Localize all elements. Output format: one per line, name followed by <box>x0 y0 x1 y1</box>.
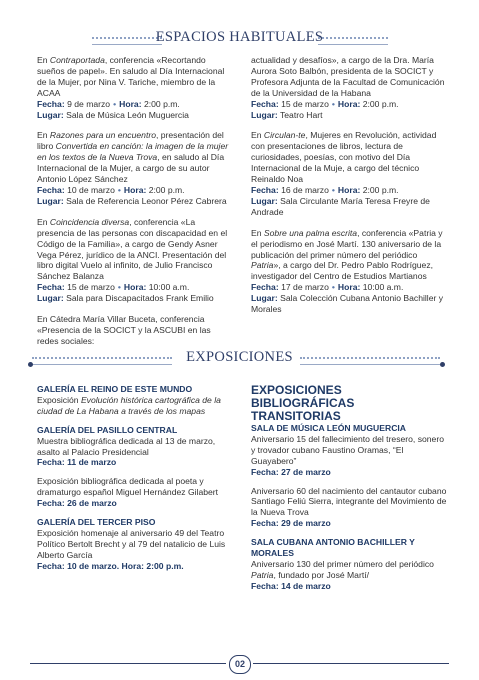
exhibition-block <box>37 517 233 572</box>
exhibition-description: Exposición homenaje al aniversario 49 del Teatro Político Bertolt Brecht y al 79 del natalicio de Luis Alberto García <box>37 527 226 560</box>
header-rule-right <box>300 364 440 365</box>
hora-label: Hora: <box>337 98 361 109</box>
fecha-line: Fecha: 10 de marzo • Hora: 2:00 p.m. <box>37 184 185 195</box>
exhibition-block <box>251 423 447 478</box>
hora-label: Hora: <box>119 98 142 109</box>
header-dot-right <box>440 362 445 367</box>
exhibition-block <box>37 425 233 469</box>
page-number: 02 <box>229 655 251 674</box>
bullet-separator: • <box>117 282 121 293</box>
lugar-label: Lugar: <box>37 293 64 304</box>
gallery-heading: SALA CUBANA ANTONIO BACHILLER Y MORALES <box>251 537 415 559</box>
fecha-label: Fecha: <box>37 98 65 109</box>
fecha-line: Fecha: 17 de marzo • Hora: 10:00 a.m. <box>251 282 404 293</box>
fecha-line: Fecha: 11 de marzo <box>37 457 117 468</box>
gallery-heading: GALERÍA DEL PASILLO CENTRAL <box>37 424 178 435</box>
header-rule-left <box>92 44 162 45</box>
exhibition-description: Aniversario 15 del fallecimiento del tresero, sonero y trovador cubano Faustino Oramas, “El Guayabero” <box>251 433 444 466</box>
bullet-separator: • <box>113 98 117 109</box>
fecha-label: Fecha: <box>37 498 65 509</box>
header-dot-left <box>28 362 33 367</box>
fecha-line: Fecha: 14 de marzo <box>251 580 331 591</box>
espacios-header <box>0 26 479 52</box>
event-description: En Razones para un encuentro, presentación del libro Convertida en canción: la imagen de la mujer en los textos de la Nueva Trova, en saludo al Día Internacional de la Mujer, a cargo de su autor Antonio López Sánchez <box>37 130 229 185</box>
espacios-left-column <box>37 55 233 357</box>
event-description: En Cátedra María Villar Buceta, conferencia «Presencia de la SOCICT y la ASCUBI en las redes sociales: <box>37 314 211 346</box>
fecha-line: Fecha: 26 de marzo <box>37 498 117 509</box>
fecha-label: Fecha: <box>251 282 279 293</box>
header-dotted-line-left <box>32 357 172 359</box>
event-description: En Circulan-te, Mujeres en Revolución, actividad con presentaciones de libros, lectura de curiosidades, poesías, con motivo del Día Internacional de la Muje, a cargo del técnico Reinaldo Noa <box>251 130 437 185</box>
exposiciones-header <box>0 346 479 372</box>
bullet-separator: • <box>117 184 121 195</box>
gallery-heading: GALERÍA EL REINO DE ESTE MUNDO <box>37 384 193 394</box>
fecha-label: Fecha: <box>251 98 279 109</box>
event-block <box>251 228 447 315</box>
lugar-label: Lugar: <box>251 195 278 206</box>
event-block <box>251 130 447 217</box>
fecha-label: Fecha: <box>37 184 65 195</box>
header-dotted-line-right <box>300 357 440 359</box>
exhibition-block <box>37 384 233 417</box>
bullet-separator: • <box>331 98 335 109</box>
fecha-line: Fecha: 29 de marzo <box>251 518 331 529</box>
footer-rule-left <box>30 663 226 664</box>
fecha-label: Fecha: <box>251 518 279 529</box>
footer-rule-right <box>253 663 449 664</box>
exhibition-description: Muestra bibliográfica dedicada al 13 de marzo, asalto al Palacio Presidencial <box>37 435 216 457</box>
fecha-line: Fecha: 15 de marzo • Hora: 2:00 p.m. <box>251 98 399 109</box>
fecha-label: Fecha: <box>251 580 279 591</box>
header-dotted-line-left <box>92 37 162 39</box>
lugar-line: Lugar: Sala para Discapacitados Frank Emilio <box>37 293 214 304</box>
hora-label: Hora: <box>337 282 361 293</box>
fecha-line: Fecha: 9 de marzo • Hora: 2:00 p.m. <box>37 98 180 109</box>
event-block <box>37 217 233 304</box>
lugar-label: Lugar: <box>37 195 64 206</box>
bullet-separator: • <box>331 282 335 293</box>
exhibition-description: Aniversario 60 del nacimiento del cantautor cubano Santiago Feliú Sierra, integrante del Movimiento de la Nueva Trova <box>251 485 447 518</box>
header-rule-right <box>318 44 388 45</box>
espacios-right-column <box>251 55 447 325</box>
exhibition-description: Exposición Evolución histórica cartográfica de la ciudad de La Habana a través de los mapas <box>37 394 221 416</box>
lugar-line: Lugar: Sala Circulante María Teresa Freyre de Andrade <box>251 195 430 217</box>
fecha-line: Fecha: 16 de marzo • Hora: 2:00 p.m. <box>251 184 399 195</box>
event-block <box>251 55 447 120</box>
event-block <box>37 55 233 120</box>
fecha-label: Fecha: <box>37 457 65 468</box>
exhibition-block <box>37 476 233 509</box>
fecha-line: Fecha: 10 de marzo. Hora: 2:00 p.m. <box>37 560 184 571</box>
event-description: actualidad y desafíos», a cargo de la Dra. María Aurora Soto Balbón, presidenta de la SOCICT y Profesora Adjunta de la Facultad de Comunicación de la Universidad de la Habana <box>251 55 445 98</box>
exposiciones-right-column <box>251 384 447 600</box>
exhibition-description: Aniversario 130 del primer número del periódico Patria, fundado por José Martí/ <box>251 558 434 580</box>
exposiciones-left-column <box>37 384 233 580</box>
event-block <box>37 130 233 206</box>
hora-label: Hora: <box>123 282 147 293</box>
hora-label: Hora: <box>123 184 147 195</box>
hora-label: Hora: <box>337 184 361 195</box>
exhibition-description: Exposición bibliográfica dedicada al poeta y dramaturgo español Miguel Hernández Gilabert <box>37 476 219 498</box>
lugar-label: Lugar: <box>251 109 278 120</box>
gallery-heading: GALERÍA DEL TERCER PISO <box>37 517 156 528</box>
exhibition-block <box>251 486 447 530</box>
fecha-label: Fecha: <box>37 282 65 293</box>
lugar-line: Lugar: Sala Colección Cubana Antonio Bachiller y Morales <box>251 293 444 315</box>
gallery-heading: SALA DE MÚSICA LEÓN MUGUERCIA <box>251 423 407 433</box>
bullet-separator: • <box>331 184 335 195</box>
exhibition-block <box>251 537 447 592</box>
event-description: En Contraportada, conferencia «Recortando sueños de papel». En saludo al Día Internacional de la Mujer, por Nina V. Tariche, miembro de la ACAA <box>37 55 225 98</box>
fecha-label: Fecha: <box>251 466 279 477</box>
lugar-line: Lugar: Sala de Referencia Leonor Pérez Cabrera <box>37 195 227 206</box>
event-description: En Coincidencia diversa, conferencia «La presencia de las personas con discapacidad en el Código de la Familia», a cargo de Gendy Asner Vega Pérez, jurídico de la ANCI. Presentación del libro digital Vuelo al infinito, de Julio Francisco Sánchez Balanza <box>37 216 228 282</box>
fecha-label: Fecha: <box>251 184 279 195</box>
lugar-line: Lugar: Teatro Hart <box>251 109 323 120</box>
fecha-line: Fecha: 15 de marzo • Hora: 10:00 a.m. <box>37 282 190 293</box>
event-description: En Sobre una palma escrita, conferencia «Patria y el periodismo en José Martí. 130 aniversario de la publicación del primer número del periódico Patria», a cargo del Dr. Pedro Pablo Rodríguez, investigador del Centro de Estudios Martianos <box>251 227 443 282</box>
lugar-label: Lugar: <box>251 293 278 304</box>
hora-label: Hora: <box>121 560 144 571</box>
fecha-label: Fecha: <box>37 560 65 571</box>
transitorias-heading: EXPOSICIONES BIBLIOGRÁFICAS TRANSITORIAS <box>251 383 355 423</box>
lugar-label: Lugar: <box>37 109 64 120</box>
header-dotted-line-right <box>318 37 388 39</box>
espacios-title: ESPACIOS HABITUALES <box>155 29 324 45</box>
fecha-line: Fecha: 27 de marzo <box>251 466 331 477</box>
exposiciones-title: EXPOSICIONES <box>186 349 293 365</box>
header-rule-left <box>32 364 172 365</box>
lugar-line: Lugar: Sala de Música León Muguercia <box>37 109 189 120</box>
event-block <box>37 314 233 347</box>
